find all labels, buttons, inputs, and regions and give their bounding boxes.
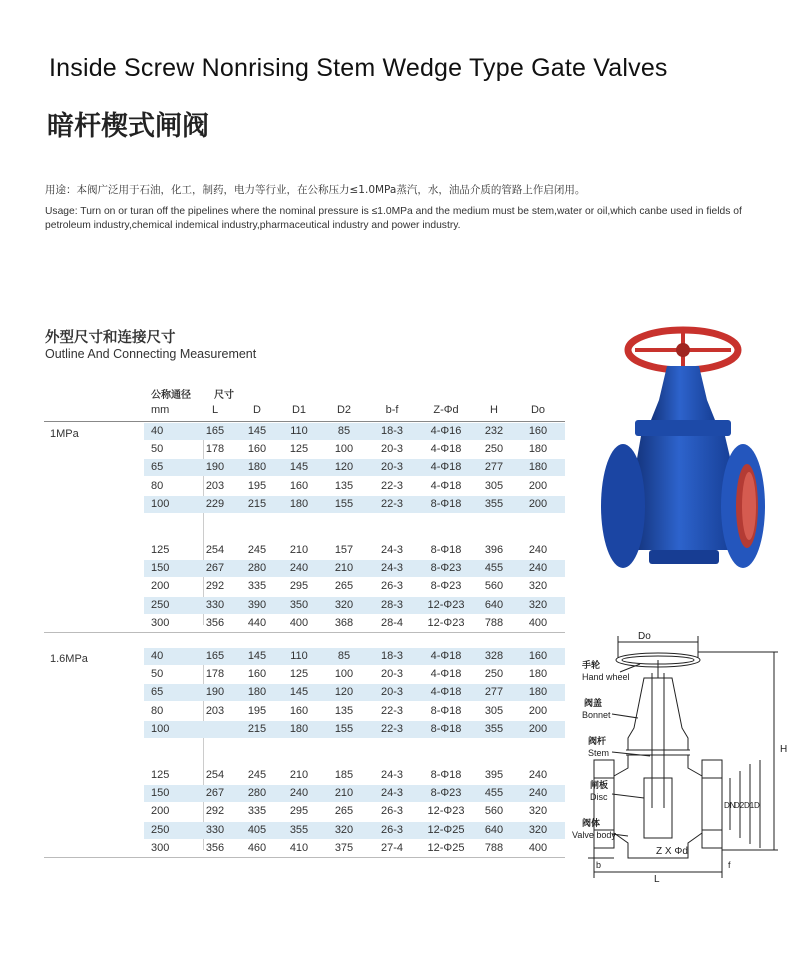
table-cell: 20-3: [380, 668, 404, 681]
table-cell: 180: [528, 686, 548, 699]
pressure-label: 1MPa: [50, 428, 79, 440]
table-cell: 40: [151, 650, 164, 662]
table-cell: 356: [205, 616, 225, 629]
header-nominal-diameter: 公称通径: [151, 390, 191, 401]
table-cell: 200: [528, 722, 548, 735]
table-cell: 85: [337, 650, 351, 662]
table-cell: 18-3: [380, 650, 404, 662]
table-cell: 180: [528, 668, 548, 681]
table-cell: 12-Φ23: [427, 805, 465, 818]
column-header-0: mm: [151, 404, 170, 416]
table-cell: 80: [151, 479, 164, 492]
table-cell: 8-Φ18: [430, 704, 462, 717]
table-cell: 280: [247, 787, 267, 800]
table-cell: 368: [334, 616, 354, 629]
table-cell: 195: [247, 704, 267, 717]
table-cell: 320: [334, 823, 354, 836]
table-cell: 180: [247, 686, 267, 699]
table-cell: 455: [484, 787, 504, 800]
table-cell: 277: [484, 461, 504, 474]
table-cell: 410: [289, 841, 309, 854]
label-hand-wheel-cn: 手轮: [582, 660, 601, 670]
dim-b-label: b: [596, 860, 602, 870]
column-header-2: D: [253, 404, 261, 416]
table-cell: 240: [528, 544, 548, 556]
table-cell: 8-Φ18: [430, 544, 462, 556]
table-cell: 20-3: [380, 443, 404, 456]
header-size: 尺寸: [214, 390, 234, 401]
table-cell: 180: [528, 461, 548, 474]
table-cell: 460: [247, 841, 267, 854]
dim-l-label: L: [654, 874, 660, 885]
table-cell: 100: [151, 497, 170, 510]
table-cell: 390: [247, 598, 267, 611]
table-cell: 20-3: [380, 686, 404, 699]
table-cell: 12-Φ25: [427, 841, 465, 854]
table-cell: 305: [484, 479, 504, 492]
table-cell: 8-Φ18: [430, 722, 462, 735]
table-cell: 267: [205, 787, 225, 800]
table-cell: 375: [334, 841, 354, 854]
table-cell: 50: [151, 668, 164, 681]
table-cell: 4-Φ18: [430, 479, 462, 492]
table-cell: 178: [205, 668, 225, 681]
table-cell: 292: [205, 805, 225, 818]
table-cell: 320: [528, 598, 548, 611]
table-cell: 185: [334, 769, 354, 781]
table-cell: 295: [289, 805, 309, 818]
table-cell: 4-Φ18: [430, 650, 462, 662]
dim-d1-label: D1: [744, 801, 755, 810]
table-cell: 125: [289, 443, 309, 456]
dim-zd-label: Z X Φd: [656, 846, 688, 857]
dim-f-label: f: [728, 860, 731, 870]
table-cell: 245: [247, 544, 267, 556]
table-cell: 788: [484, 616, 504, 629]
table-cell: 560: [484, 805, 504, 818]
table-cell: 4-Φ18: [430, 443, 462, 456]
table-cell: 150: [151, 562, 170, 575]
table-cell: 300: [151, 841, 170, 854]
table-cell: 240: [289, 562, 309, 575]
table-cell: 22-3: [380, 497, 404, 510]
table-cell: 4-Φ18: [430, 686, 462, 699]
table-cell: 295: [289, 580, 309, 593]
table-cell: 22-3: [380, 722, 404, 735]
valve-cross-section-diagram: [572, 628, 798, 888]
table-cell: 395: [484, 769, 504, 781]
table-cell: 400: [528, 616, 548, 629]
table-cell: 267: [205, 562, 225, 575]
table-cell: 135: [334, 704, 354, 717]
table-cell: 180: [289, 497, 309, 510]
label-hand-wheel: Hand wheel: [582, 672, 630, 682]
table-cell: 200: [528, 479, 548, 492]
table-cell: 12-Φ25: [427, 823, 465, 836]
dim-d2-label: D2: [734, 801, 745, 810]
table-cell: 200: [528, 497, 548, 510]
table-cell: 560: [484, 580, 504, 593]
table-cell: 254: [205, 769, 225, 781]
table-cell: 150: [151, 787, 170, 800]
table-cell: 8-Φ18: [430, 769, 462, 781]
table-cell: 125: [151, 769, 170, 781]
table-cell: 80: [151, 704, 164, 717]
table-cell: 328: [484, 650, 504, 662]
table-cell: 335: [247, 805, 267, 818]
table-cell: 50: [151, 443, 164, 456]
pressure-label: 1.6MPa: [50, 653, 88, 665]
table-cell: 210: [334, 562, 354, 575]
table-cell: 280: [247, 562, 267, 575]
column-header-5: b-f: [385, 404, 399, 416]
table-cell: 18-3: [380, 425, 404, 437]
label-bonnet: Bonnet: [582, 710, 611, 720]
table-cell: 215: [247, 497, 267, 510]
table-cell: 85: [337, 425, 351, 437]
table-cell: 28-4: [380, 616, 404, 629]
dim-d-label: D: [754, 801, 760, 810]
label-body-cn: 阀体: [582, 818, 601, 828]
table-cell: 110: [290, 650, 308, 662]
table-cell: 145: [289, 461, 309, 474]
table-cell: 28-3: [380, 598, 404, 611]
table-cell: 125: [289, 668, 309, 681]
table-cell: 165: [205, 650, 225, 662]
label-stem-cn: 阀杆: [588, 736, 607, 746]
table-cell: 265: [334, 580, 354, 593]
table-cell: 405: [247, 823, 267, 836]
table-cell: 250: [151, 598, 170, 611]
table-cell: 240: [289, 787, 309, 800]
table-cell: 300: [151, 616, 170, 629]
column-header-6: Z-Φd: [433, 404, 459, 416]
gate-valve-illustration: [595, 320, 775, 590]
table-cell: 100: [334, 668, 354, 681]
table-cell: 65: [151, 461, 164, 474]
header-rule: [44, 421, 565, 422]
table-cell: 330: [205, 823, 225, 836]
table-cell: 400: [528, 841, 548, 854]
table-cell: 135: [334, 479, 354, 492]
table-cell: 145: [247, 425, 267, 437]
table-cell: 640: [484, 823, 504, 836]
group-rule: [44, 632, 565, 633]
table-cell: 120: [334, 686, 354, 699]
table-cell: 240: [528, 769, 548, 781]
table-cell: 200: [151, 805, 170, 818]
table-cell: 178: [205, 443, 225, 456]
table-cell: 180: [289, 722, 309, 735]
table-cell: 8-Φ18: [430, 497, 462, 510]
table-cell: 8-Φ23: [430, 562, 462, 575]
table-cell: 12-Φ23: [427, 598, 465, 611]
table-cell: 210: [289, 769, 309, 781]
table-cell: 160: [528, 650, 548, 662]
table-cell: 245: [247, 769, 267, 781]
label-body: Valve body: [572, 830, 616, 840]
table-cell: 320: [528, 823, 548, 836]
page-title: Inside Screw Nonrising Stem Wedge Type Gate Valves: [49, 54, 668, 82]
column-header-1: L: [211, 404, 219, 416]
table-cell: 210: [289, 544, 309, 556]
table-cell: 100: [151, 722, 170, 735]
table-cell: 350: [289, 598, 309, 611]
dim-dn-label: DN: [724, 801, 736, 810]
table-cell: 22-3: [380, 479, 404, 492]
table-cell: 190: [205, 686, 225, 699]
table-cell: 200: [528, 704, 548, 717]
table-cell: 20-3: [380, 461, 404, 474]
table-cell: 203: [205, 479, 225, 492]
table-cell: 640: [484, 598, 504, 611]
table-cell: 160: [247, 443, 267, 456]
table-cell: 4-Φ18: [430, 461, 462, 474]
table-cell: 400: [289, 616, 309, 629]
table-cell: 254: [205, 544, 225, 556]
column-header-7: H: [490, 404, 498, 416]
table-cell: 190: [205, 461, 225, 474]
table-cell: 26-3: [380, 805, 404, 818]
table-cell: 250: [484, 443, 504, 456]
table-cell: 65: [151, 686, 164, 699]
table-cell: 155: [334, 722, 354, 735]
table-cell: 355: [289, 823, 309, 836]
table-cell: 335: [247, 580, 267, 593]
table-cell: 27-4: [380, 841, 404, 854]
label-disc-cn: 闸板: [590, 780, 609, 790]
table-cell: 145: [289, 686, 309, 699]
table-cell: 180: [528, 443, 548, 456]
table-cell: 788: [484, 841, 504, 854]
table-cell: 4-Φ18: [430, 668, 462, 681]
table-cell: 160: [289, 479, 309, 492]
table-cell: 24-3: [380, 769, 404, 781]
table-cell: 8-Φ23: [430, 787, 462, 800]
table-cell: 120: [334, 461, 354, 474]
table-cell: 155: [334, 497, 354, 510]
table-cell: 215: [247, 722, 267, 735]
table-cell: 232: [484, 425, 504, 437]
table-cell: 320: [528, 805, 548, 818]
table-cell: 305: [484, 704, 504, 717]
label-bonnet-cn: 阀盖: [584, 698, 603, 708]
table-cell: 40: [151, 425, 164, 437]
column-header-3: D1: [291, 404, 307, 416]
table-cell: 330: [205, 598, 225, 611]
table-cell: 210: [334, 787, 354, 800]
table-cell: 125: [151, 544, 170, 556]
group-rule: [44, 857, 565, 858]
dim-do-label: Do: [638, 631, 651, 642]
table-cell: 110: [290, 425, 308, 437]
table-cell: 320: [334, 598, 354, 611]
table-cell: 240: [528, 562, 548, 575]
table-cell: 200: [151, 580, 170, 593]
usage-text: Usage: Turn on or turan off the pipelines where the nominal pressure is ≤1.0MPa and the medium must be stem,water or oil,which canbe used in fields of petroleum industry,chemical indemical industry,pharmaceutical industry and power industry.: [45, 206, 742, 231]
label-disc: Disc: [590, 792, 608, 802]
page-title-chinese: 暗杆楔式闸阀: [47, 111, 209, 142]
table-cell: 12-Φ23: [427, 616, 465, 629]
table-cell: 26-3: [380, 823, 404, 836]
table-cell: 455: [484, 562, 504, 575]
table-cell: 320: [528, 580, 548, 593]
table-cell: 356: [205, 841, 225, 854]
table-cell: 203: [205, 704, 225, 717]
table-cell: 100: [334, 443, 354, 456]
table-cell: 24-3: [380, 787, 404, 800]
section-title-chinese: 外型尺寸和连接尺寸: [45, 330, 176, 346]
table-cell: 292: [205, 580, 225, 593]
table-cell: 240: [528, 787, 548, 800]
table-cell: 355: [484, 722, 504, 735]
table-cell: 26-3: [380, 580, 404, 593]
dim-h-label: H: [780, 744, 788, 755]
table-cell: 165: [205, 425, 225, 437]
column-header-4: D2: [336, 404, 352, 416]
table-cell: 265: [334, 805, 354, 818]
table-cell: 157: [334, 544, 354, 556]
table-cell: 160: [528, 425, 548, 437]
usage-text-chinese: 用途：本阀广泛用于石油，化工，制药，电力等行业，在公称压力≤1.0MPa蒸汽，水，油品介质的管路上作启闭用。: [45, 184, 586, 196]
table-cell: 22-3: [380, 704, 404, 717]
table-cell: 229: [205, 497, 225, 510]
table-cell: 160: [247, 668, 267, 681]
table-cell: 145: [247, 650, 267, 662]
table-cell: 24-3: [380, 544, 404, 556]
column-header-8: Do: [530, 404, 546, 416]
table-cell: 160: [289, 704, 309, 717]
table-cell: 440: [247, 616, 267, 629]
table-cell: 250: [151, 823, 170, 836]
table-cell: 24-3: [380, 562, 404, 575]
table-cell: 8-Φ23: [430, 580, 462, 593]
table-cell: 180: [247, 461, 267, 474]
table-cell: 4-Φ16: [430, 425, 462, 437]
section-title: Outline And Connecting Measurement: [45, 347, 257, 361]
label-stem: Stem: [588, 748, 610, 758]
table-cell: 195: [247, 479, 267, 492]
table-cell: 355: [484, 497, 504, 510]
table-cell: 396: [484, 544, 504, 556]
table-cell: 250: [484, 668, 504, 681]
table-cell: 277: [484, 686, 504, 699]
